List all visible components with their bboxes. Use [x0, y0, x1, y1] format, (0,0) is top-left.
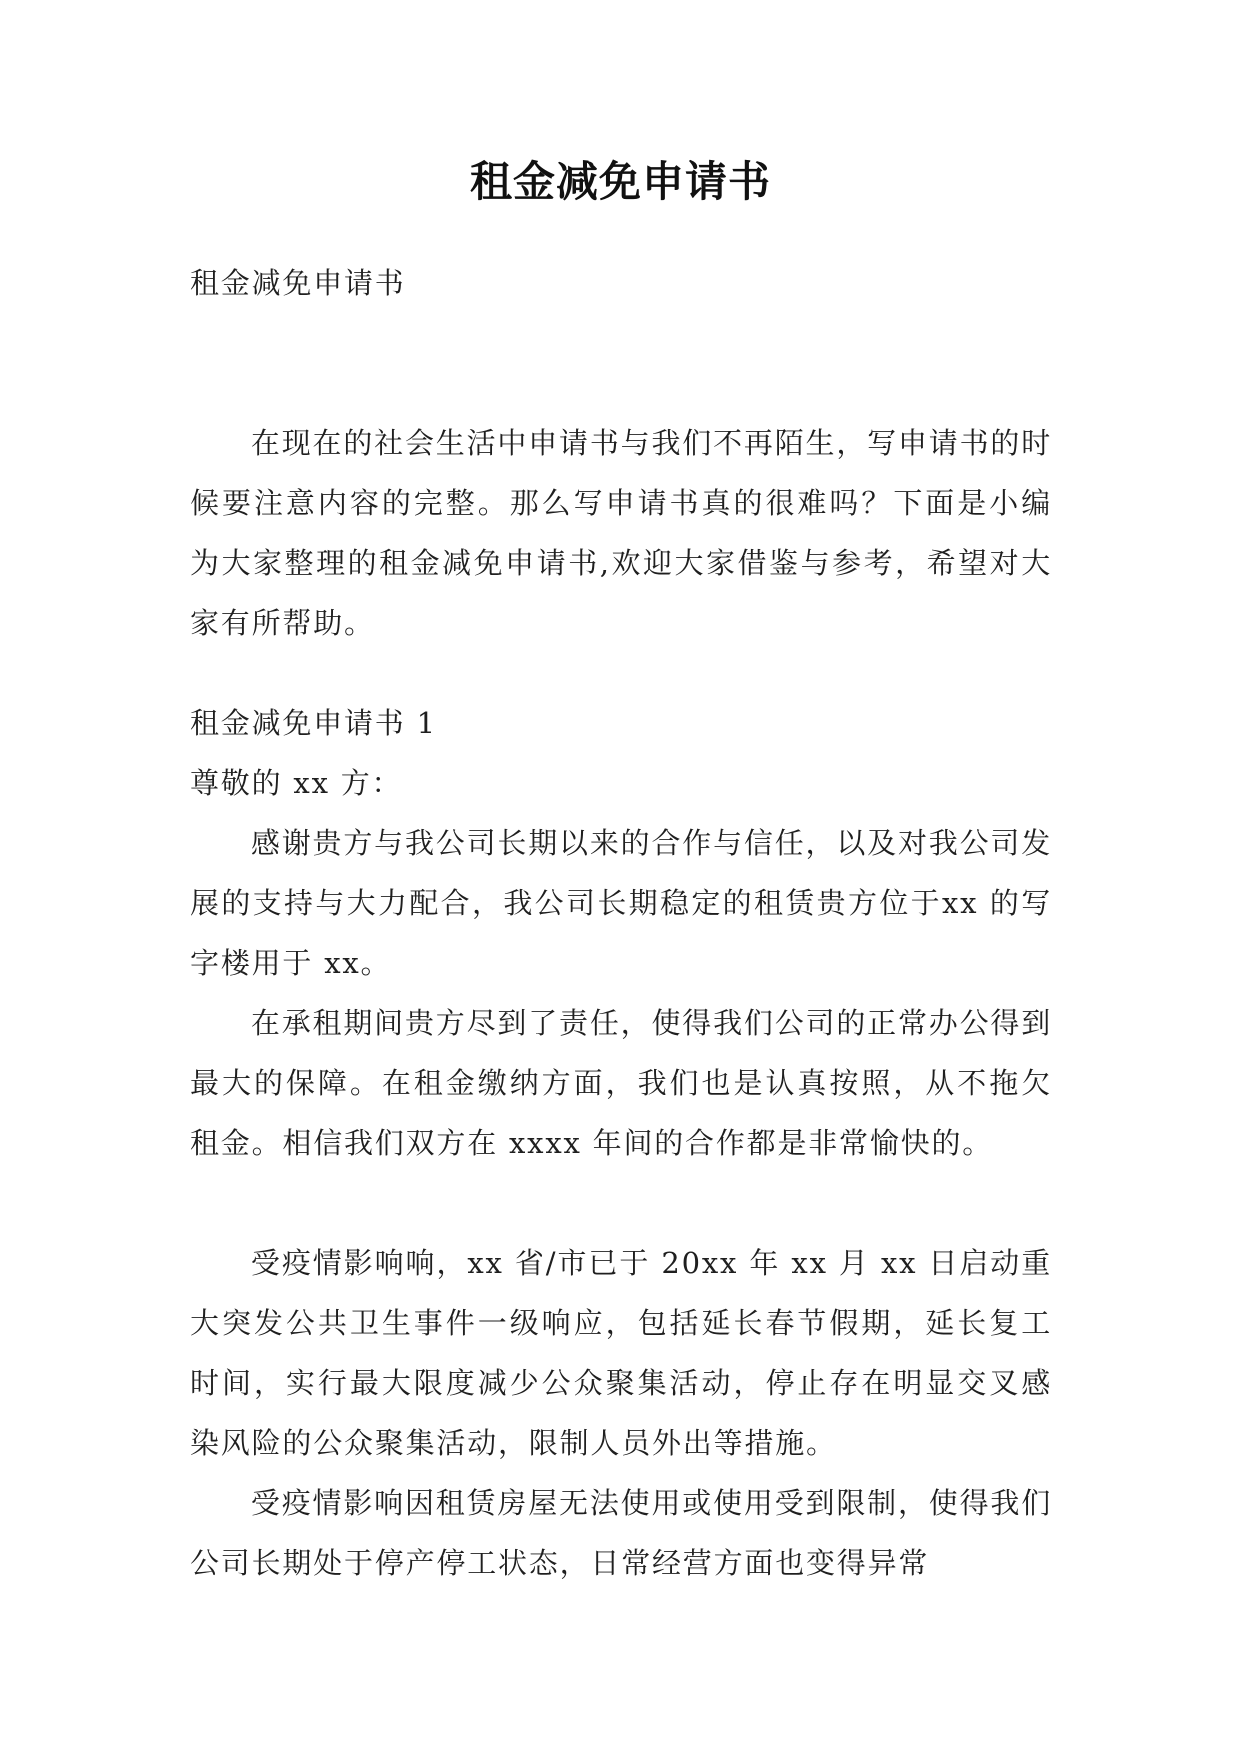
- body-paragraph-1: 感谢贵方与我公司长期以来的合作与信任，以及对我公司发展的支持与大力配合，我公司长期稳定的租赁贵方位于xx 的写字楼用于 xx。: [190, 826, 1052, 980]
- body-paragraph-3: 受疫情影响响，xx 省/市已于 20xx 年 xx 月 xx 日启动重大突发公共卫生事件一级响应，包括延长春节假期，延长复工时间，实行最大限度减少公众聚集活动，停止存在明显交叉感染风险的公众聚集活动，限制人员外出等措施。: [190, 1246, 1052, 1460]
- document-title: 租金减免申请书: [469, 157, 771, 206]
- salutation: 尊敬的 xx 方：: [190, 766, 403, 800]
- document-subtitle: 租金减免申请书: [190, 266, 406, 300]
- body-paragraph-2: 在承租期间贵方尽到了责任，使得我们公司的正常办公得到最大的保障。在租金缴纳方面，我们也是认真按照，从不拖欠租金。相信我们双方在 xxxx 年间的合作都是非常愉快的。: [190, 1006, 1052, 1160]
- body-paragraph-4: 受疫情影响因租赁房屋无法使用或使用受到限制，使得我们公司长期处于停产停工状态，日常经营方面也变得异常: [190, 1486, 1052, 1580]
- section-heading: 租金减免申请书 1: [190, 706, 437, 740]
- intro-paragraph: 在现在的社会生活中申请书与我们不再陌生，写申请书的时候要注意内容的完整。那么写申请书真的很难吗？下面是小编为大家整理的租金减免申请书,欢迎大家借鉴与参考，希望对大家有所帮助。: [190, 426, 1052, 640]
